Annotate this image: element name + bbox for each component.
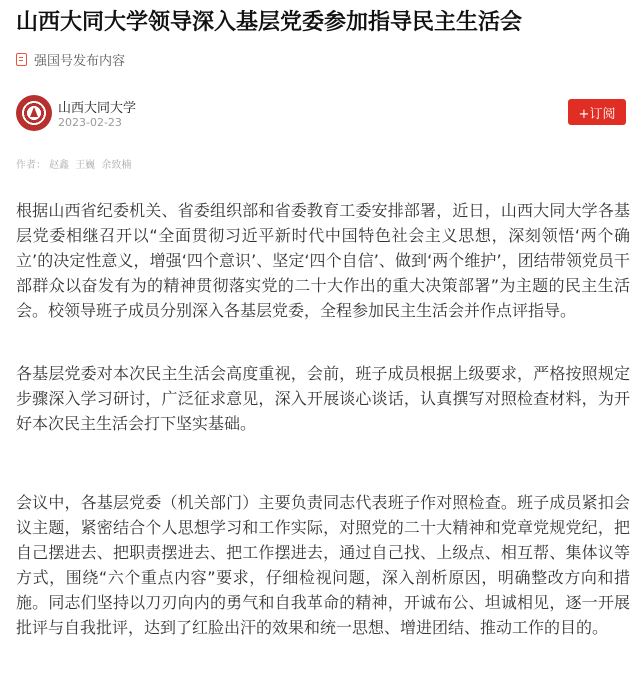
source-label: 强国号发布内容	[34, 53, 126, 69]
article-paragraph: 根据山西省纪委机关、省委组织部和省委教育工委安排部署，近日，山西大同大学各基层党委相继召开以“全面贯彻习近平新时代中国特色社会主义思想，深刻领悟‘两个确立’的决定性意义，增强‘四个意识’、坚定‘四个自信’、做到‘两个维护’，团结带领党员干部群众以奋发有为的精神贯彻落实党的二十大作出的重大决策部署”为主题的民主生活会。校领导班子成员分别深入各基层党委，全程参加民主生活会并作点评指导。	[16, 201, 630, 320]
author-name: 余致楠	[101, 160, 132, 171]
byline	[16, 156, 131, 171]
document-icon	[16, 53, 27, 66]
author-name: 赵鑫	[49, 160, 69, 171]
university-seal-icon	[30, 107, 38, 117]
source-tag	[16, 50, 125, 68]
publish-date: 2023-02-23	[58, 116, 122, 129]
publisher-name[interactable]: 山西大同大学	[58, 101, 137, 116]
subscribe-button[interactable]: +订阅	[568, 99, 626, 125]
article-paragraph: 会议中，各基层党委（机关部门）主要负责同志代表班子作对照检查。班子成员紧扣会议主题，紧密结合个人思想学习和工作实际，对照党的二十大精神和党章党规党纪，把自己摆进去、把职责摆进去、把工作摆进去，通过自己找、上级点、相互帮、集体议等方式，围绕“六个重点内容”要求，仔细检视问题，深入剖析原因，明确整改方向和措施。同志们坚持以刀刃向内的勇气和自我革命的精神，开诚布公、坦诚相见，逐一开展批评与自我批评，达到了红脸出汗的效果和统一思想、增进团结、推动工作的目的。	[16, 493, 630, 637]
article-title: 山西大同大学领导深入基层党委参加指导民主生活会	[16, 10, 523, 35]
byline-prefix: 作者：	[16, 160, 46, 171]
author-name: 王巍	[75, 160, 96, 171]
publisher-header	[16, 95, 628, 135]
publisher-avatar[interactable]	[16, 95, 52, 131]
article-paragraph: 各基层党委对本次民主生活会高度重视，会前，班子成员根据上级要求，严格按照规定步骤深入学习研讨，广泛征求意见，深入开展谈心谈话，认真撰写对照检查材料，为开好本次民主生活会打下坚实基础。	[16, 364, 630, 433]
